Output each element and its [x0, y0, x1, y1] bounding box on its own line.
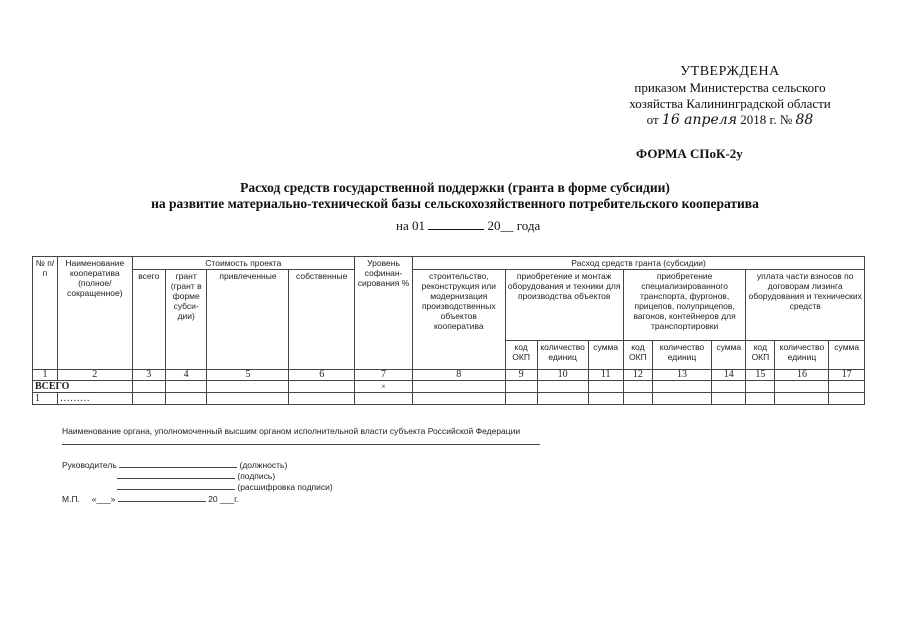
header-quantity: количество единиц — [775, 341, 829, 370]
report-date-suffix: года — [516, 218, 541, 233]
head-line — [62, 459, 287, 470]
table-cell[interactable] — [712, 381, 746, 393]
date-year: 20 ___г. — [208, 494, 239, 504]
approval-line-2: хозяйства Калининградской области — [629, 96, 831, 111]
table-cell[interactable] — [165, 393, 207, 405]
column-number: 11 — [588, 370, 623, 381]
head-label: Руководитель — [62, 460, 117, 470]
table-cell[interactable] — [537, 381, 588, 393]
approval-date-prefix: от — [646, 112, 659, 127]
column-number: 12 — [623, 370, 652, 381]
signature-input[interactable] — [117, 470, 235, 479]
header-cost-grant: грант (грант в форме субси-дии) — [165, 270, 207, 370]
decode-hint: (расшифровка подписи) — [237, 482, 333, 492]
header-grant-expense: Расход средств гранта (субсидии) — [413, 257, 865, 270]
table-cell[interactable] — [712, 393, 746, 405]
column-number: 14 — [712, 370, 746, 381]
decode-input[interactable] — [117, 481, 235, 490]
document-title — [150, 180, 760, 212]
table-cell[interactable] — [829, 381, 865, 393]
table-cell[interactable] — [775, 381, 829, 393]
column-number: 10 — [537, 370, 588, 381]
table-cell[interactable] — [413, 381, 505, 393]
title-line-1: Расход средств государственной поддержки (гранта в форме субсидии) — [240, 180, 670, 195]
table-cell[interactable] — [623, 393, 652, 405]
stamp-line — [62, 493, 239, 504]
report-date-prefix: на 01 — [396, 218, 425, 233]
approval-title: УТВЕРЖДЕНА — [680, 64, 780, 79]
approval-date — [600, 112, 860, 128]
row-coop-name[interactable]: ……… — [57, 393, 132, 405]
table-cell[interactable] — [207, 381, 289, 393]
header-coop-name: Наименование кооператива (полное/ сокращенное) — [57, 257, 132, 370]
approval-line-1: приказом Министерства сельского — [634, 80, 826, 95]
header-transport: приобретение специализированного транспорта, фургонов, прицепов, полуприцепов, вагонов, контейнеров для транспортировки — [623, 270, 746, 341]
column-number: 8 — [413, 370, 505, 381]
column-number: 9 — [505, 370, 537, 381]
table-row — [33, 393, 865, 405]
table-cell[interactable] — [588, 393, 623, 405]
handwritten-number: 88 — [795, 112, 814, 128]
table-cell[interactable] — [132, 393, 165, 405]
approval-block — [600, 64, 860, 128]
table-cell[interactable] — [289, 381, 354, 393]
date-day: «___» — [91, 494, 116, 504]
header-code-okp: код ОКП — [623, 341, 652, 370]
column-numbers-row — [33, 370, 865, 381]
column-number: 1 — [33, 370, 58, 381]
report-date-blank[interactable] — [428, 217, 484, 230]
approval-date-year: 2018 г. № — [740, 112, 793, 127]
column-number: 6 — [289, 370, 354, 381]
column-number: 4 — [165, 370, 207, 381]
column-number: 13 — [652, 370, 711, 381]
total-cofinancing-mark: × — [354, 381, 412, 393]
authority-blank-line — [62, 436, 540, 447]
total-row — [33, 381, 865, 393]
header-num: № п/п — [33, 257, 58, 370]
header-code-okp: код ОКП — [746, 341, 775, 370]
column-number: 17 — [829, 370, 865, 381]
table-cell[interactable] — [623, 381, 652, 393]
report-date-mid: 20__ — [487, 218, 514, 233]
position-input[interactable] — [119, 459, 237, 468]
form-code: ФОРМА СПоК-2у — [636, 146, 743, 161]
authority-label: Наименование органа, уполномоченный высшим органом исполнительной власти субъекта Российской Федерации — [62, 426, 521, 436]
signature-hint: (подпись) — [237, 471, 276, 481]
authority-line — [62, 426, 520, 436]
table-cell[interactable] — [746, 381, 775, 393]
position-hint: (должность) — [239, 460, 288, 470]
expense-table — [32, 256, 865, 405]
stamp-label: М.П. — [62, 494, 80, 504]
table-cell[interactable] — [165, 381, 207, 393]
column-number: 3 — [132, 370, 165, 381]
header-project-cost: Стоимость проекта — [132, 257, 354, 270]
decode-line — [117, 481, 333, 492]
table-cell[interactable] — [652, 393, 711, 405]
header-sum: сумма — [829, 341, 865, 370]
table-cell[interactable] — [289, 393, 354, 405]
column-number: 15 — [746, 370, 775, 381]
header-cofinancing: Уровень софинан-сирования % — [354, 257, 412, 370]
table-cell[interactable] — [354, 393, 412, 405]
table-cell[interactable] — [829, 393, 865, 405]
title-line-2: на развитие материально-технической базы сельскохозяйственного потребительского кооператива — [151, 196, 759, 211]
header-sum: сумма — [712, 341, 746, 370]
header-quantity: количество единиц — [652, 341, 711, 370]
table-cell[interactable] — [505, 381, 537, 393]
table-cell[interactable] — [746, 393, 775, 405]
row-number: 1 — [33, 393, 58, 405]
table-cell[interactable] — [775, 393, 829, 405]
column-number: 2 — [57, 370, 132, 381]
total-label: ВСЕГО — [33, 381, 133, 393]
table-cell[interactable] — [132, 381, 165, 393]
header-cost-attracted: привлеченные — [207, 270, 289, 370]
header-leasing: уплата части взносов по договорам лизинга оборудования и технических средств — [746, 270, 865, 341]
header-quantity: количество единиц — [537, 341, 588, 370]
header-construction: строительство, реконструкция или модернизация производственных объектов кооператива — [413, 270, 505, 370]
table-cell[interactable] — [537, 393, 588, 405]
header-cost-total: всего — [132, 270, 165, 370]
table-cell[interactable] — [413, 393, 505, 405]
column-number: 7 — [354, 370, 412, 381]
header-equipment: приобретение и монтаж оборудования и техники для производства объектов — [505, 270, 623, 341]
authority-input[interactable] — [62, 436, 540, 445]
header-cost-own: собственные — [289, 270, 354, 370]
signature-line — [117, 470, 275, 481]
date-month-input[interactable] — [118, 493, 206, 502]
report-date — [396, 217, 540, 234]
table-cell[interactable] — [588, 381, 623, 393]
handwritten-date: 16 апреля — [661, 112, 737, 128]
column-number: 16 — [775, 370, 829, 381]
table-cell[interactable] — [505, 393, 537, 405]
header-code-okp: код ОКП — [505, 341, 537, 370]
table-cell[interactable] — [652, 381, 711, 393]
table-cell[interactable] — [207, 393, 289, 405]
header-sum: сумма — [588, 341, 623, 370]
column-number: 5 — [207, 370, 289, 381]
